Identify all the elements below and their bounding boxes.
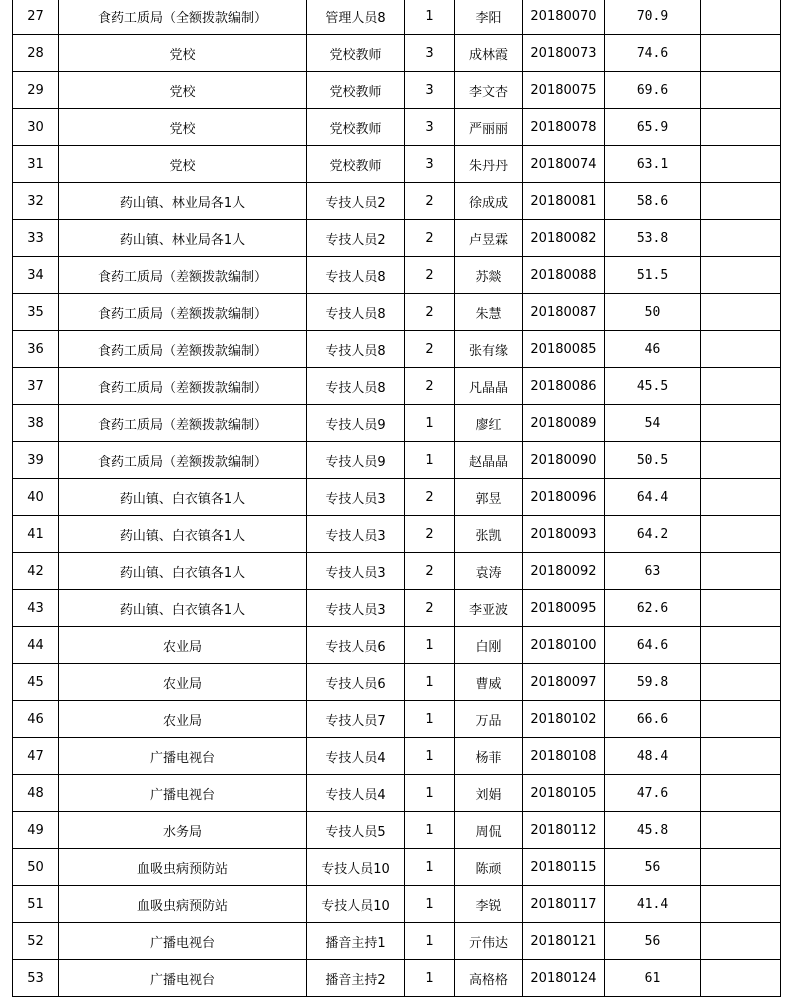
remark-cell bbox=[701, 738, 781, 775]
exam-id-cell: 20180070 bbox=[523, 0, 605, 35]
remark-cell bbox=[701, 849, 781, 886]
position-cell: 专技人员4 bbox=[307, 738, 405, 775]
row-number-cell: 40 bbox=[13, 479, 59, 516]
candidate-name-cell: 陈顽 bbox=[455, 849, 523, 886]
table-row bbox=[13, 35, 781, 72]
table-row bbox=[13, 331, 781, 368]
results-table bbox=[12, 0, 781, 997]
score-cell: 54 bbox=[605, 405, 701, 442]
unit-cell: 农业局 bbox=[59, 627, 307, 664]
row-number-cell: 53 bbox=[13, 960, 59, 997]
score-cell: 41.4 bbox=[605, 886, 701, 923]
row-number-cell: 50 bbox=[13, 849, 59, 886]
score-cell: 50.5 bbox=[605, 442, 701, 479]
row-number-cell: 36 bbox=[13, 331, 59, 368]
remark-cell bbox=[701, 516, 781, 553]
position-cell: 党校教师 bbox=[307, 146, 405, 183]
quota-cell: 1 bbox=[405, 849, 455, 886]
score-cell: 64.6 bbox=[605, 627, 701, 664]
row-number-cell: 48 bbox=[13, 775, 59, 812]
table-row bbox=[13, 701, 781, 738]
row-number-cell: 35 bbox=[13, 294, 59, 331]
table-row bbox=[13, 72, 781, 109]
score-cell: 59.8 bbox=[605, 664, 701, 701]
exam-id-cell: 20180097 bbox=[523, 664, 605, 701]
row-number-cell: 33 bbox=[13, 220, 59, 257]
position-cell: 播音主持2 bbox=[307, 960, 405, 997]
candidate-name-cell: 苏燚 bbox=[455, 257, 523, 294]
exam-id-cell: 20180087 bbox=[523, 294, 605, 331]
row-number-cell: 41 bbox=[13, 516, 59, 553]
score-cell: 56 bbox=[605, 849, 701, 886]
position-cell: 专技人员3 bbox=[307, 590, 405, 627]
candidate-name-cell: 李锐 bbox=[455, 886, 523, 923]
candidate-name-cell: 徐成成 bbox=[455, 183, 523, 220]
unit-cell: 农业局 bbox=[59, 664, 307, 701]
row-number-cell: 42 bbox=[13, 553, 59, 590]
quota-cell: 2 bbox=[405, 220, 455, 257]
score-cell: 51.5 bbox=[605, 257, 701, 294]
unit-cell: 广播电视台 bbox=[59, 923, 307, 960]
table-row bbox=[13, 812, 781, 849]
unit-cell: 广播电视台 bbox=[59, 775, 307, 812]
score-cell: 45.5 bbox=[605, 368, 701, 405]
quota-cell: 1 bbox=[405, 923, 455, 960]
table-row bbox=[13, 516, 781, 553]
results-table-body bbox=[13, 0, 781, 997]
candidate-name-cell: 朱慧 bbox=[455, 294, 523, 331]
remark-cell bbox=[701, 146, 781, 183]
table-row bbox=[13, 849, 781, 886]
table-row bbox=[13, 738, 781, 775]
quota-cell: 1 bbox=[405, 627, 455, 664]
row-number-cell: 47 bbox=[13, 738, 59, 775]
candidate-name-cell: 万品 bbox=[455, 701, 523, 738]
quota-cell: 2 bbox=[405, 553, 455, 590]
candidate-name-cell: 亓伟达 bbox=[455, 923, 523, 960]
candidate-name-cell: 赵晶晶 bbox=[455, 442, 523, 479]
unit-cell: 血吸虫病预防站 bbox=[59, 886, 307, 923]
quota-cell: 2 bbox=[405, 183, 455, 220]
exam-id-cell: 20180082 bbox=[523, 220, 605, 257]
unit-cell: 党校 bbox=[59, 109, 307, 146]
quota-cell: 1 bbox=[405, 775, 455, 812]
exam-id-cell: 20180088 bbox=[523, 257, 605, 294]
exam-id-cell: 20180086 bbox=[523, 368, 605, 405]
row-number-cell: 52 bbox=[13, 923, 59, 960]
table-row bbox=[13, 590, 781, 627]
exam-id-cell: 20180093 bbox=[523, 516, 605, 553]
quota-cell: 1 bbox=[405, 812, 455, 849]
exam-id-cell: 20180108 bbox=[523, 738, 605, 775]
table-row bbox=[13, 183, 781, 220]
table-row bbox=[13, 294, 781, 331]
position-cell: 管理人员8 bbox=[307, 0, 405, 35]
score-cell: 65.9 bbox=[605, 109, 701, 146]
position-cell: 专技人员2 bbox=[307, 183, 405, 220]
table-row bbox=[13, 923, 781, 960]
score-cell: 45.8 bbox=[605, 812, 701, 849]
score-cell: 46 bbox=[605, 331, 701, 368]
table-row bbox=[13, 553, 781, 590]
exam-id-cell: 20180075 bbox=[523, 72, 605, 109]
position-cell: 专技人员6 bbox=[307, 664, 405, 701]
position-cell: 专技人员3 bbox=[307, 553, 405, 590]
position-cell: 专技人员3 bbox=[307, 516, 405, 553]
remark-cell bbox=[701, 183, 781, 220]
row-number-cell: 28 bbox=[13, 35, 59, 72]
unit-cell: 农业局 bbox=[59, 701, 307, 738]
candidate-name-cell: 白刚 bbox=[455, 627, 523, 664]
score-cell: 66.6 bbox=[605, 701, 701, 738]
remark-cell bbox=[701, 923, 781, 960]
exam-id-cell: 20180102 bbox=[523, 701, 605, 738]
score-cell: 63 bbox=[605, 553, 701, 590]
remark-cell bbox=[701, 35, 781, 72]
exam-id-cell: 20180081 bbox=[523, 183, 605, 220]
unit-cell: 药山镇、白衣镇各1人 bbox=[59, 479, 307, 516]
quota-cell: 1 bbox=[405, 701, 455, 738]
quota-cell: 1 bbox=[405, 960, 455, 997]
position-cell: 专技人员8 bbox=[307, 331, 405, 368]
score-cell: 69.6 bbox=[605, 72, 701, 109]
row-number-cell: 43 bbox=[13, 590, 59, 627]
position-cell: 专技人员8 bbox=[307, 294, 405, 331]
candidate-name-cell: 高格格 bbox=[455, 960, 523, 997]
candidate-name-cell: 凡晶晶 bbox=[455, 368, 523, 405]
position-cell: 专技人员5 bbox=[307, 812, 405, 849]
score-cell: 47.6 bbox=[605, 775, 701, 812]
unit-cell: 广播电视台 bbox=[59, 960, 307, 997]
quota-cell: 2 bbox=[405, 331, 455, 368]
position-cell: 专技人员7 bbox=[307, 701, 405, 738]
quota-cell: 1 bbox=[405, 405, 455, 442]
unit-cell: 药山镇、白衣镇各1人 bbox=[59, 590, 307, 627]
candidate-name-cell: 张有缘 bbox=[455, 331, 523, 368]
candidate-name-cell: 卢昱霖 bbox=[455, 220, 523, 257]
exam-id-cell: 20180115 bbox=[523, 849, 605, 886]
remark-cell bbox=[701, 294, 781, 331]
candidate-name-cell: 曹威 bbox=[455, 664, 523, 701]
position-cell: 党校教师 bbox=[307, 72, 405, 109]
remark-cell bbox=[701, 590, 781, 627]
table-row bbox=[13, 257, 781, 294]
candidate-name-cell: 李文杏 bbox=[455, 72, 523, 109]
remark-cell bbox=[701, 109, 781, 146]
exam-id-cell: 20180112 bbox=[523, 812, 605, 849]
remark-cell bbox=[701, 72, 781, 109]
remark-cell bbox=[701, 553, 781, 590]
unit-cell: 食药工质局（全额拨款编制） bbox=[59, 0, 307, 35]
candidate-name-cell: 廖红 bbox=[455, 405, 523, 442]
unit-cell: 食药工质局（差额拨款编制） bbox=[59, 294, 307, 331]
candidate-name-cell: 刘娟 bbox=[455, 775, 523, 812]
unit-cell: 血吸虫病预防站 bbox=[59, 849, 307, 886]
unit-cell: 水务局 bbox=[59, 812, 307, 849]
row-number-cell: 30 bbox=[13, 109, 59, 146]
quota-cell: 2 bbox=[405, 590, 455, 627]
table-row bbox=[13, 109, 781, 146]
position-cell: 专技人员2 bbox=[307, 220, 405, 257]
position-cell: 专技人员9 bbox=[307, 405, 405, 442]
exam-id-cell: 20180092 bbox=[523, 553, 605, 590]
candidate-name-cell: 李亚波 bbox=[455, 590, 523, 627]
unit-cell: 党校 bbox=[59, 72, 307, 109]
unit-cell: 党校 bbox=[59, 146, 307, 183]
quota-cell: 1 bbox=[405, 886, 455, 923]
row-number-cell: 51 bbox=[13, 886, 59, 923]
row-number-cell: 38 bbox=[13, 405, 59, 442]
remark-cell bbox=[701, 775, 781, 812]
exam-id-cell: 20180095 bbox=[523, 590, 605, 627]
quota-cell: 2 bbox=[405, 257, 455, 294]
remark-cell bbox=[701, 442, 781, 479]
table-row bbox=[13, 220, 781, 257]
remark-cell bbox=[701, 220, 781, 257]
position-cell: 专技人员4 bbox=[307, 775, 405, 812]
candidate-name-cell: 李阳 bbox=[455, 0, 523, 35]
quota-cell: 1 bbox=[405, 442, 455, 479]
score-cell: 53.8 bbox=[605, 220, 701, 257]
quota-cell: 3 bbox=[405, 35, 455, 72]
unit-cell: 药山镇、白衣镇各1人 bbox=[59, 553, 307, 590]
candidate-name-cell: 张凯 bbox=[455, 516, 523, 553]
quota-cell: 2 bbox=[405, 516, 455, 553]
score-cell: 61 bbox=[605, 960, 701, 997]
table-row bbox=[13, 960, 781, 997]
score-cell: 64.2 bbox=[605, 516, 701, 553]
remark-cell bbox=[701, 886, 781, 923]
unit-cell: 药山镇、林业局各1人 bbox=[59, 183, 307, 220]
remark-cell bbox=[701, 701, 781, 738]
remark-cell bbox=[701, 812, 781, 849]
position-cell: 专技人员3 bbox=[307, 479, 405, 516]
row-number-cell: 44 bbox=[13, 627, 59, 664]
row-number-cell: 45 bbox=[13, 664, 59, 701]
unit-cell: 广播电视台 bbox=[59, 738, 307, 775]
candidate-name-cell: 郭昱 bbox=[455, 479, 523, 516]
quota-cell: 2 bbox=[405, 479, 455, 516]
table-row bbox=[13, 405, 781, 442]
score-cell: 48.4 bbox=[605, 738, 701, 775]
exam-id-cell: 20180096 bbox=[523, 479, 605, 516]
exam-id-cell: 20180124 bbox=[523, 960, 605, 997]
exam-id-cell: 20180121 bbox=[523, 923, 605, 960]
unit-cell: 食药工质局（差额拨款编制） bbox=[59, 405, 307, 442]
exam-id-cell: 20180089 bbox=[523, 405, 605, 442]
remark-cell bbox=[701, 368, 781, 405]
score-cell: 50 bbox=[605, 294, 701, 331]
quota-cell: 2 bbox=[405, 368, 455, 405]
row-number-cell: 31 bbox=[13, 146, 59, 183]
position-cell: 专技人员8 bbox=[307, 368, 405, 405]
exam-id-cell: 20180078 bbox=[523, 109, 605, 146]
quota-cell: 1 bbox=[405, 664, 455, 701]
unit-cell: 药山镇、白衣镇各1人 bbox=[59, 516, 307, 553]
candidate-name-cell: 杨菲 bbox=[455, 738, 523, 775]
score-cell: 62.6 bbox=[605, 590, 701, 627]
exam-id-cell: 20180117 bbox=[523, 886, 605, 923]
position-cell: 党校教师 bbox=[307, 109, 405, 146]
unit-cell: 党校 bbox=[59, 35, 307, 72]
exam-id-cell: 20180085 bbox=[523, 331, 605, 368]
position-cell: 专技人员10 bbox=[307, 849, 405, 886]
exam-id-cell: 20180090 bbox=[523, 442, 605, 479]
table-row bbox=[13, 664, 781, 701]
row-number-cell: 32 bbox=[13, 183, 59, 220]
row-number-cell: 34 bbox=[13, 257, 59, 294]
exam-id-cell: 20180074 bbox=[523, 146, 605, 183]
quota-cell: 1 bbox=[405, 738, 455, 775]
table-row bbox=[13, 775, 781, 812]
row-number-cell: 37 bbox=[13, 368, 59, 405]
row-number-cell: 27 bbox=[13, 0, 59, 35]
unit-cell: 食药工质局（差额拨款编制） bbox=[59, 257, 307, 294]
position-cell: 专技人员8 bbox=[307, 257, 405, 294]
table-row bbox=[13, 479, 781, 516]
quota-cell: 3 bbox=[405, 109, 455, 146]
quota-cell: 3 bbox=[405, 72, 455, 109]
unit-cell: 食药工质局（差额拨款编制） bbox=[59, 331, 307, 368]
candidate-name-cell: 严丽丽 bbox=[455, 109, 523, 146]
score-cell: 70.9 bbox=[605, 0, 701, 35]
candidate-name-cell: 周侃 bbox=[455, 812, 523, 849]
candidate-name-cell: 袁涛 bbox=[455, 553, 523, 590]
candidate-name-cell: 成林霞 bbox=[455, 35, 523, 72]
remark-cell bbox=[701, 664, 781, 701]
exam-id-cell: 20180100 bbox=[523, 627, 605, 664]
remark-cell bbox=[701, 405, 781, 442]
table-row bbox=[13, 442, 781, 479]
candidate-name-cell: 朱丹丹 bbox=[455, 146, 523, 183]
remark-cell bbox=[701, 960, 781, 997]
unit-cell: 药山镇、林业局各1人 bbox=[59, 220, 307, 257]
quota-cell: 2 bbox=[405, 294, 455, 331]
remark-cell bbox=[701, 479, 781, 516]
table-row bbox=[13, 0, 781, 35]
remark-cell bbox=[701, 0, 781, 35]
quota-cell: 1 bbox=[405, 0, 455, 35]
score-cell: 58.6 bbox=[605, 183, 701, 220]
exam-id-cell: 20180073 bbox=[523, 35, 605, 72]
position-cell: 专技人员9 bbox=[307, 442, 405, 479]
exam-id-cell: 20180105 bbox=[523, 775, 605, 812]
row-number-cell: 46 bbox=[13, 701, 59, 738]
table-row bbox=[13, 627, 781, 664]
position-cell: 专技人员10 bbox=[307, 886, 405, 923]
remark-cell bbox=[701, 627, 781, 664]
quota-cell: 3 bbox=[405, 146, 455, 183]
unit-cell: 食药工质局（差额拨款编制） bbox=[59, 442, 307, 479]
row-number-cell: 29 bbox=[13, 72, 59, 109]
remark-cell bbox=[701, 257, 781, 294]
position-cell: 专技人员6 bbox=[307, 627, 405, 664]
unit-cell: 食药工质局（差额拨款编制） bbox=[59, 368, 307, 405]
score-cell: 74.6 bbox=[605, 35, 701, 72]
score-cell: 56 bbox=[605, 923, 701, 960]
position-cell: 党校教师 bbox=[307, 35, 405, 72]
score-cell: 63.1 bbox=[605, 146, 701, 183]
table-row bbox=[13, 368, 781, 405]
remark-cell bbox=[701, 331, 781, 368]
score-cell: 64.4 bbox=[605, 479, 701, 516]
row-number-cell: 39 bbox=[13, 442, 59, 479]
position-cell: 播音主持1 bbox=[307, 923, 405, 960]
table-row bbox=[13, 886, 781, 923]
row-number-cell: 49 bbox=[13, 812, 59, 849]
table-row bbox=[13, 146, 781, 183]
